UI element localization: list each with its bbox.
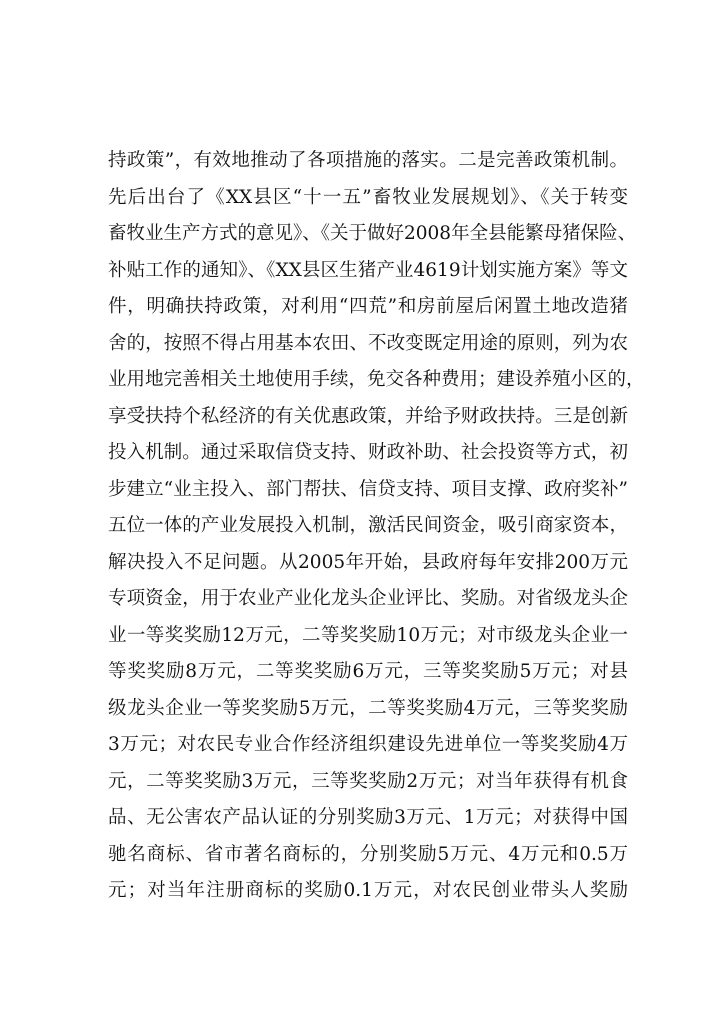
text-line: 件，明确扶持政策，对利用“四荒”和房前屋后闲置土地改造猪 <box>108 296 628 317</box>
text-line: 享受扶持个私经济的有关优惠政策，并给予财政扶持。三是创新 <box>108 405 628 427</box>
text-line: 元，二等奖奖励3万元，三等奖奖励2万元；对当年获得有机食 <box>108 770 628 792</box>
text-line: 等奖奖励8万元，二等奖奖励6万元，三等奖奖励5万元；对县 <box>108 661 628 682</box>
text-line: 步建立“业主投入、部门帮扶、信贷支持、项目支撑、政府奖补” <box>108 478 628 500</box>
text-line: 畜牧业生产方式的意见》、《关于做好2008年全县能繁母猪保险、 <box>108 223 637 244</box>
text-line: 先后出台了《XX县区“十一五”畜牧业发展规划》、《关于转变 <box>108 186 628 208</box>
text-line: 解决投入不足问题。从2005年开始，县政府每年安排200万元 <box>108 551 628 573</box>
text-line: 品、无公害农产品认证的分别奖励3万元、1万元；对获得中国 <box>108 807 628 828</box>
body-paragraph <box>108 143 645 910</box>
text-line: 舍的，按照不得占用基本农田、不改变既定用途的原则，列为农 <box>108 332 628 354</box>
text-line: 持政策”，有效地推动了各项措施的落实。二是完善政策机制。 <box>108 150 628 171</box>
text-line: 元；对当年注册商标的奖励0.1万元，对农民创业带头人奖励 <box>108 880 628 901</box>
text-line: 投入机制。通过采取信贷支持、财政补助、社会投资等方式，初 <box>108 442 628 463</box>
text-line: 业用地完善相关土地使用手续，免交各种费用；建设养殖小区的， <box>108 369 645 390</box>
text-line: 补贴工作的通知》、《XX县区生猪产业4619计划实施方案》等文 <box>108 259 628 281</box>
text-line: 驰名商标、省市著名商标的，分别奖励5万元、4万元和0.5万 <box>108 843 628 865</box>
text-line: 级龙头企业一等奖奖励5万元，二等奖奖励4万元，三等奖奖励 <box>108 697 628 719</box>
text-line: 业一等奖奖励12万元，二等奖奖励10万元；对市级龙头企业一 <box>108 624 628 646</box>
text-line: 3万元；对农民专业合作经济组织建设先进单位一等奖奖励4万 <box>108 734 628 755</box>
text-line: 专项资金，用于农业产业化龙头企业评比、奖励。对省级龙头企 <box>108 588 628 609</box>
text-line: 五位一体的产业发展投入机制，激活民间资金，吸引商家资本， <box>108 515 628 536</box>
